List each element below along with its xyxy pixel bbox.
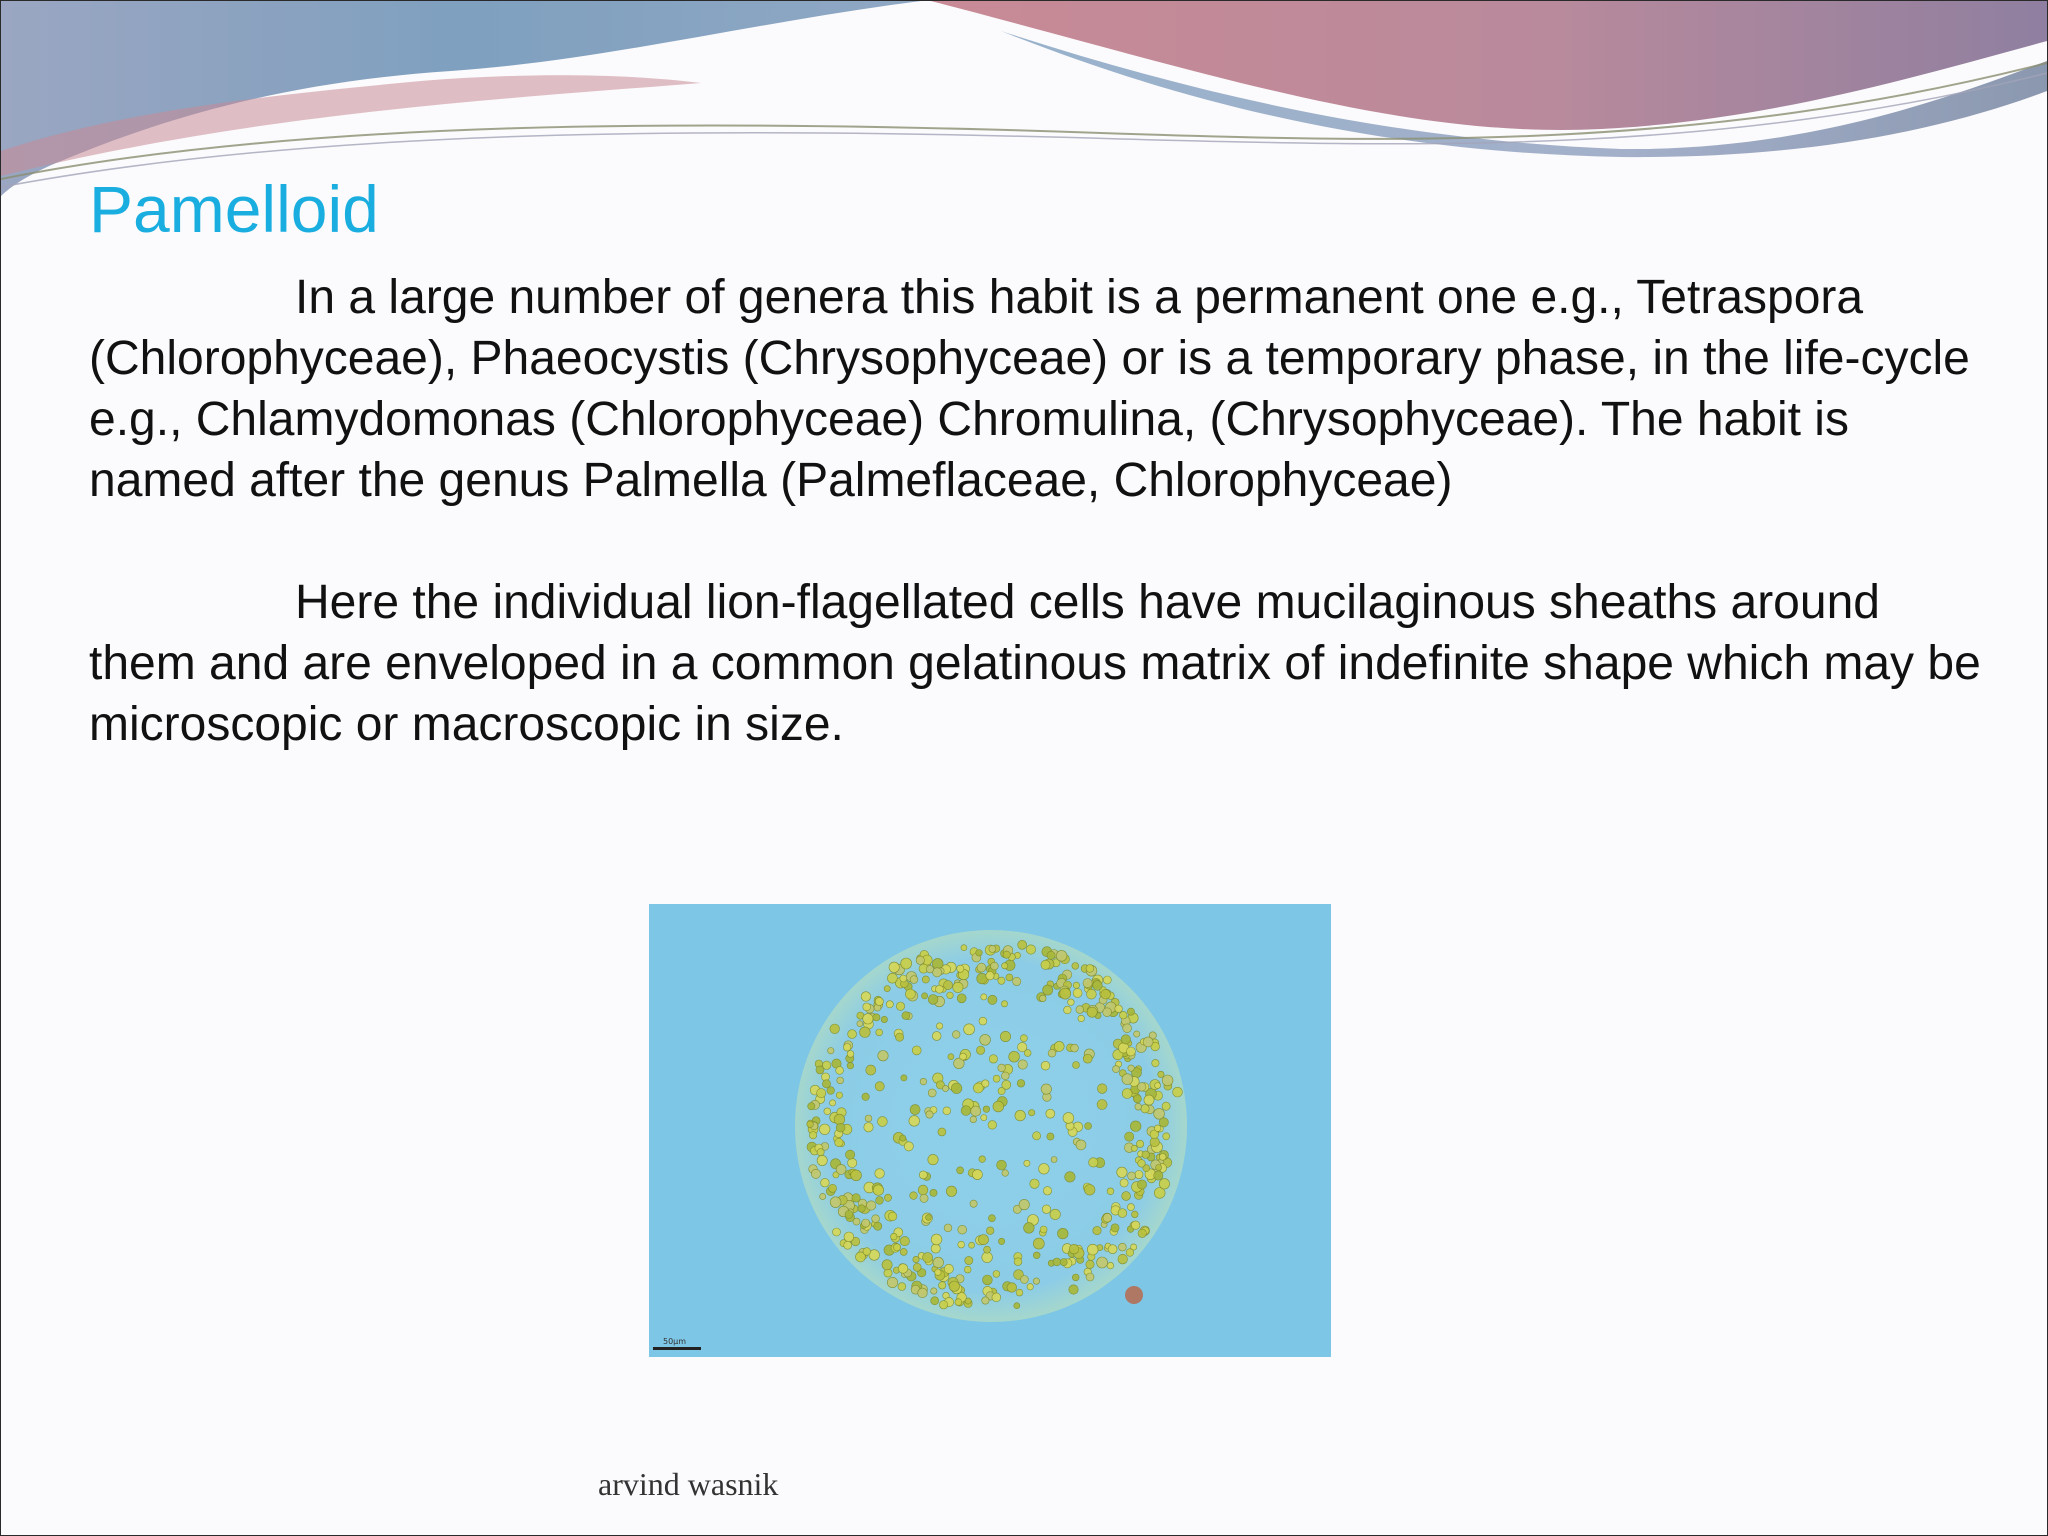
paragraph-2: Here the individual lion-flagellated cells have mucilaginous sheaths around them and are enveloped in a common gelatinous matrix of indefinite shape which may be microscopic or macroscopic in size. (89, 576, 1981, 751)
slide-title: Pamelloid (89, 172, 379, 246)
svg-text:50µm: 50µm (663, 1337, 687, 1346)
slide-body (89, 267, 1989, 755)
paragraph-1: In a large number of genera this habit is a permanent one e.g., Tetraspora (Chlorophyceae), Phaeocystis (Chrysophyceae) or is a temporary phase, in the life-cycle e.g., Chlamydomonas (Chlorophyceae) Chromulina, (Chrysophyceae). The habit is named after the genus Palmella (Palmeflaceae, Chlorophyceae) (89, 271, 1970, 507)
slide-footer-author: arvind wasnik (598, 1466, 779, 1502)
palmella-colony-micrograph (649, 904, 1331, 1357)
